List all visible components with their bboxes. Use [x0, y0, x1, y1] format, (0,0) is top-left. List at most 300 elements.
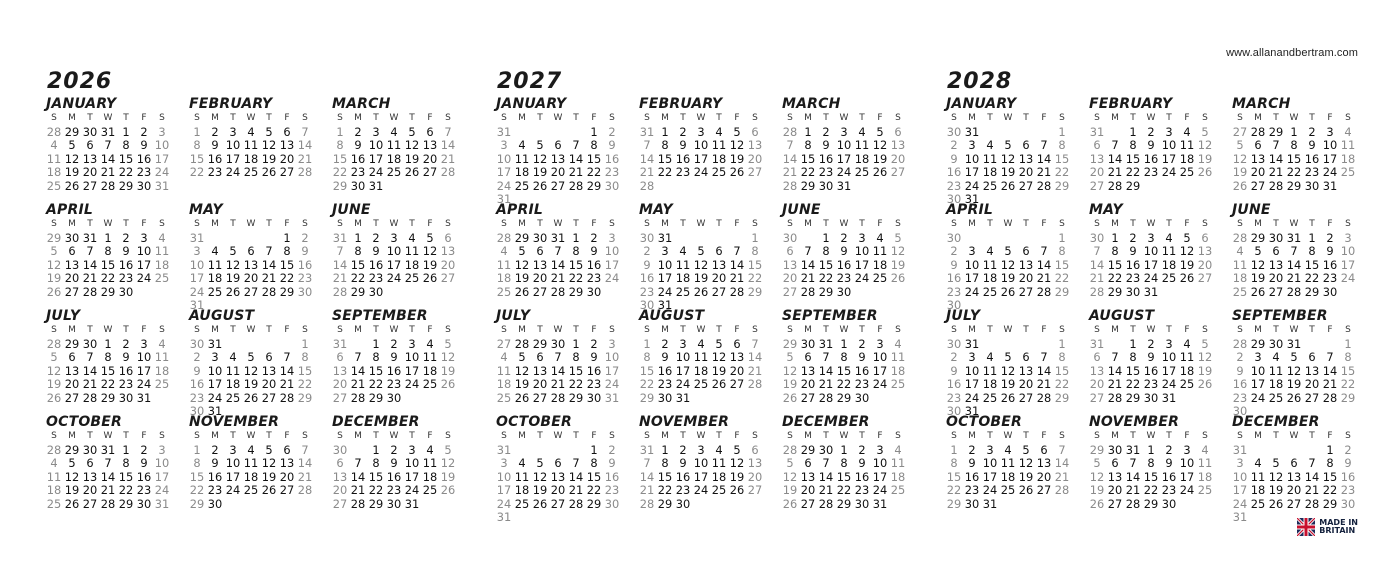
day-cell: 27 — [82, 178, 98, 193]
day-cell: 1 — [572, 337, 580, 351]
month-days-grid — [1231, 219, 1374, 299]
day-cell: 20 — [532, 271, 548, 286]
day-cell: 5 — [229, 244, 237, 259]
day-cell: 28 — [297, 165, 313, 180]
day-cell: 18 — [243, 151, 259, 166]
day-cell: 9 — [590, 350, 598, 365]
day-cell: 19 — [532, 165, 548, 180]
day-cell: 2 — [1326, 231, 1334, 245]
day-cell: 7 — [336, 244, 344, 259]
day-cell: 28 — [639, 496, 655, 511]
month-days-grid — [781, 325, 924, 405]
weekday-header: T — [1309, 113, 1315, 123]
day-cell: 20 — [243, 271, 259, 286]
day-cell: 21 — [297, 151, 313, 166]
weekday-header: S — [51, 219, 57, 229]
day-cell: 12 — [261, 456, 277, 471]
day-cell: 26 — [711, 377, 727, 392]
day-cell: 27 — [1107, 496, 1123, 511]
day-cell: 2 — [140, 443, 148, 457]
day-cell: 31 — [189, 297, 205, 312]
day-cell: 24 — [604, 377, 620, 392]
weekday-header: S — [1202, 113, 1208, 123]
weekday-header: F — [1184, 219, 1190, 229]
day-cell: 26 — [440, 483, 456, 498]
day-cell: 13 — [1018, 257, 1034, 272]
day-cell: 15 — [368, 469, 384, 484]
day-cell: 27 — [1036, 483, 1052, 498]
day-cell: 15 — [189, 469, 205, 484]
day-cell: 28 — [639, 178, 655, 193]
day-cell: 31 — [189, 231, 205, 245]
day-cell: 15 — [568, 363, 584, 378]
day-cell: 28 — [1268, 178, 1284, 193]
weekday-header: W — [389, 325, 399, 335]
day-cell: 4 — [518, 138, 526, 153]
day-cell: 4 — [50, 138, 58, 153]
empty-cell — [1035, 126, 1053, 139]
day-cell: 12 — [1250, 257, 1266, 272]
day-cell: 14 — [1036, 363, 1052, 378]
day-cell: 28 — [800, 284, 816, 299]
day-cell: 18 — [1232, 271, 1248, 286]
day-cell: 11 — [1161, 244, 1177, 259]
day-cell: 16 — [1304, 151, 1320, 166]
day-cell: 14 — [1036, 151, 1052, 166]
day-cell: 20 — [82, 165, 98, 180]
day-cell: 26 — [1179, 271, 1195, 286]
day-cell: 1 — [122, 443, 130, 457]
day-cell: 29 — [639, 390, 655, 405]
day-cell: 22 — [1340, 377, 1356, 392]
day-cell: 15 — [946, 469, 962, 484]
day-cell: 28 — [1286, 284, 1302, 299]
day-cell: 16 — [586, 363, 602, 378]
weekday-header: S — [445, 431, 451, 441]
day-cell: 28 — [1036, 178, 1052, 193]
day-cell: 9 — [679, 138, 687, 153]
day-cell: 3 — [1165, 125, 1173, 139]
weekday-header: S — [159, 219, 165, 229]
day-cell: 28 — [782, 443, 798, 457]
day-cell: 6 — [68, 244, 76, 259]
day-cell: 10 — [1232, 469, 1248, 484]
day-cell: 13 — [711, 257, 727, 272]
day-cell: 3 — [193, 244, 201, 259]
day-cell: 28 — [818, 390, 834, 405]
day-cell: 24 — [225, 165, 241, 180]
day-cell: 2 — [354, 125, 362, 139]
month-name: JANUARY — [496, 96, 567, 112]
month-days-grid — [1088, 113, 1231, 193]
weekday-header: S — [644, 431, 650, 441]
day-cell: 26 — [261, 483, 277, 498]
weekday-header: T — [573, 219, 579, 229]
day-cell: 5 — [536, 456, 544, 471]
day-cell: 23 — [586, 271, 602, 286]
day-cell: 26 — [422, 271, 438, 286]
day-cell: 9 — [372, 244, 380, 259]
day-cell: 17 — [964, 377, 980, 392]
day-cell: 29 — [368, 496, 384, 511]
month-name: DECEMBER — [332, 414, 420, 430]
day-cell: 28 — [496, 231, 512, 245]
day-cell: 21 — [1125, 483, 1141, 498]
day-cell: 7 — [1111, 350, 1119, 365]
day-cell: 27 — [279, 483, 295, 498]
day-cell: 17 — [675, 363, 691, 378]
day-cell: 18 — [711, 469, 727, 484]
day-cell: 17 — [189, 271, 205, 286]
day-cell: 17 — [154, 151, 170, 166]
day-cell: 29 — [514, 231, 530, 245]
day-cell: 3 — [968, 350, 976, 365]
day-cell: 8 — [572, 244, 580, 259]
day-cell: 28 — [440, 165, 456, 180]
weekday-header: T — [680, 219, 686, 229]
day-cell: 5 — [1004, 350, 1012, 365]
day-cell: 29 — [1125, 390, 1141, 405]
day-cell: 30 — [64, 231, 80, 245]
day-cell: 4 — [426, 337, 434, 351]
day-cell: 8 — [1129, 350, 1137, 365]
day-cell: 5 — [894, 231, 902, 245]
day-cell: 4 — [1344, 125, 1352, 139]
day-cell: 19 — [243, 377, 259, 392]
day-cell: 20 — [332, 483, 348, 498]
day-cell: 1 — [661, 125, 669, 139]
day-cell: 17 — [368, 151, 384, 166]
day-cell: 21 — [818, 377, 834, 392]
day-cell: 20 — [747, 151, 763, 166]
day-cell: 8 — [572, 350, 580, 365]
day-cell: 4 — [697, 337, 705, 351]
day-cell: 11 — [1250, 469, 1266, 484]
day-cell: 17 — [982, 469, 998, 484]
day-cell: 7 — [1111, 138, 1119, 153]
day-cell: 8 — [661, 456, 669, 471]
weekday-header: M — [518, 431, 526, 441]
month-days-grid — [1231, 113, 1374, 193]
day-cell: 25 — [1340, 165, 1356, 180]
day-cell: 27 — [1018, 178, 1034, 193]
weekday-header: S — [194, 113, 200, 123]
day-cell: 30 — [586, 284, 602, 299]
day-cell: 10 — [136, 244, 152, 259]
day-cell: 7 — [104, 138, 112, 153]
day-cell: 14 — [1036, 257, 1052, 272]
weekday-header: F — [1041, 325, 1047, 335]
day-cell: 31 — [964, 191, 980, 206]
empty-cell — [531, 444, 549, 457]
day-cell: 11 — [207, 257, 223, 272]
day-cell: 25 — [890, 483, 906, 498]
weekday-header: S — [951, 431, 957, 441]
day-cell: 12 — [225, 257, 241, 272]
day-cell: 11 — [890, 456, 906, 471]
day-cell: 6 — [1111, 456, 1119, 471]
day-cell: 28 — [1036, 284, 1052, 299]
day-cell: 18 — [890, 363, 906, 378]
day-cell: 20 — [782, 271, 798, 286]
weekday-header: T — [87, 431, 93, 441]
day-cell: 21 — [279, 377, 295, 392]
day-cell: 22 — [1322, 483, 1338, 498]
day-cell: 7 — [643, 456, 651, 471]
day-cell: 15 — [747, 257, 763, 272]
day-cell: 13 — [729, 350, 745, 365]
weekday-header: T — [859, 325, 865, 335]
day-cell: 22 — [836, 483, 852, 498]
day-cell: 8 — [804, 138, 812, 153]
month-april — [45, 202, 188, 308]
day-cell: 28 — [550, 390, 566, 405]
day-cell: 25 — [514, 178, 530, 193]
weekday-header: T — [987, 113, 993, 123]
weekday-header: W — [1146, 431, 1156, 441]
day-cell: 29 — [586, 496, 602, 511]
weekday-header: S — [159, 113, 165, 123]
day-cell: 25 — [243, 165, 259, 180]
day-cell: 3 — [968, 138, 976, 153]
day-cell: 24 — [693, 165, 709, 180]
day-cell: 23 — [586, 377, 602, 392]
day-cell: 8 — [590, 456, 598, 471]
day-cell: 27 — [782, 284, 798, 299]
month-march — [781, 96, 924, 202]
day-cell: 26 — [514, 390, 530, 405]
day-cell: 9 — [354, 138, 362, 153]
month-august — [1088, 308, 1231, 414]
day-cell: 9 — [822, 138, 830, 153]
day-cell: 19 — [1232, 165, 1248, 180]
weekday-header: S — [1345, 325, 1351, 335]
day-cell: 7 — [1093, 244, 1101, 259]
month-october — [45, 414, 188, 520]
day-cell: 20 — [1286, 483, 1302, 498]
day-cell: 20 — [1036, 469, 1052, 484]
weekday-header: M — [518, 325, 526, 335]
day-cell: 10 — [964, 151, 980, 166]
day-cell: 19 — [1018, 469, 1034, 484]
weekday-header: T — [716, 431, 722, 441]
day-cell: 29 — [1268, 125, 1284, 139]
day-cell: 14 — [729, 257, 745, 272]
day-cell: 24 — [207, 390, 223, 405]
day-cell: 20 — [1018, 271, 1034, 286]
day-cell: 13 — [532, 257, 548, 272]
day-cell: 12 — [1000, 363, 1016, 378]
day-cell: 26 — [46, 284, 62, 299]
day-cell: 30 — [604, 178, 620, 193]
day-cell: 7 — [444, 125, 452, 139]
day-cell: 14 — [100, 151, 116, 166]
day-cell: 6 — [1290, 456, 1298, 471]
day-cell: 25 — [207, 284, 223, 299]
day-cell: 7 — [822, 456, 830, 471]
day-cell: 6 — [68, 350, 76, 365]
weekday-header: S — [1094, 219, 1100, 229]
day-cell: 6 — [786, 244, 794, 259]
month-june — [331, 202, 474, 308]
weekday-header: T — [1130, 219, 1136, 229]
month-october — [945, 414, 1088, 520]
day-cell: 29 — [836, 390, 852, 405]
day-cell: 20 — [279, 151, 295, 166]
day-cell: 27 — [82, 496, 98, 511]
weekday-header: F — [1184, 431, 1190, 441]
day-cell: 1 — [372, 443, 380, 457]
weekday-header: S — [1059, 325, 1065, 335]
day-cell: 21 — [639, 483, 655, 498]
day-cell: 3 — [1254, 350, 1262, 365]
day-cell: 22 — [568, 271, 584, 286]
day-cell: 1 — [840, 337, 848, 351]
day-cell: 8 — [372, 456, 380, 471]
day-cell: 30 — [854, 496, 870, 511]
day-cell: 22 — [946, 483, 962, 498]
day-cell: 28 — [1250, 125, 1266, 139]
day-cell: 9 — [840, 244, 848, 259]
weekday-header: T — [716, 325, 722, 335]
weekday-header: T — [87, 113, 93, 123]
badge-line-2: BRITAIN — [1319, 526, 1356, 535]
day-cell: 31 — [657, 231, 673, 245]
day-cell: 8 — [1147, 456, 1155, 471]
day-cell: 24 — [496, 178, 512, 193]
day-cell: 29 — [532, 337, 548, 351]
day-cell: 2 — [140, 125, 148, 139]
day-cell: 1 — [643, 337, 651, 351]
day-cell: 17 — [496, 165, 512, 180]
day-cell: 4 — [876, 231, 884, 245]
day-cell: 26 — [1197, 377, 1213, 392]
day-cell: 4 — [247, 443, 255, 457]
day-cell: 6 — [804, 456, 812, 471]
month-days-grid — [638, 219, 781, 312]
month-name: AUGUST — [639, 308, 705, 324]
day-cell: 2 — [858, 443, 866, 457]
day-cell: 28 — [82, 284, 98, 299]
day-cell: 5 — [536, 138, 544, 153]
day-cell: 15 — [118, 151, 134, 166]
day-cell: 5 — [408, 125, 416, 139]
day-cell: 18 — [46, 165, 62, 180]
day-cell: 19 — [404, 151, 420, 166]
day-cell: 30 — [82, 125, 98, 139]
day-cell: 29 — [1143, 496, 1159, 511]
day-cell: 8 — [751, 244, 759, 259]
day-cell: 14 — [297, 138, 313, 153]
day-cell: 31 — [332, 337, 348, 351]
day-cell: 19 — [729, 469, 745, 484]
day-cell: 24 — [404, 483, 420, 498]
weekday-header: S — [1202, 219, 1208, 229]
day-cell: 2 — [608, 443, 616, 457]
day-cell: 16 — [1232, 377, 1248, 392]
weekday-header: M — [68, 325, 76, 335]
day-cell: 7 — [554, 244, 562, 259]
day-cell: 5 — [1272, 456, 1280, 471]
day-cell: 10 — [368, 138, 384, 153]
day-cell: 16 — [1322, 257, 1338, 272]
day-cell: 17 — [872, 363, 888, 378]
day-cell: 15 — [836, 363, 852, 378]
day-cell: 2 — [950, 138, 958, 153]
day-cell: 10 — [1250, 363, 1266, 378]
day-cell: 18 — [496, 271, 512, 286]
day-cell: 24 — [154, 165, 170, 180]
weekday-header: T — [1309, 431, 1315, 441]
day-cell: 30 — [818, 443, 834, 457]
day-cell: 28 — [514, 337, 530, 351]
day-cell: 19 — [514, 377, 530, 392]
day-cell: 12 — [46, 257, 62, 272]
day-cell: 10 — [854, 244, 870, 259]
day-cell: 24 — [1143, 271, 1159, 286]
day-cell: 30 — [836, 284, 852, 299]
weekday-header: T — [1130, 325, 1136, 335]
day-cell: 30 — [189, 403, 205, 418]
weekday-header: T — [1309, 219, 1315, 229]
day-cell: 7 — [804, 244, 812, 259]
day-cell: 18 — [404, 257, 420, 272]
day-cell: 15 — [657, 469, 673, 484]
weekday-header: W — [103, 431, 113, 441]
day-cell: 9 — [1326, 244, 1334, 259]
day-cell: 27 — [1089, 178, 1105, 193]
day-cell: 15 — [1286, 151, 1302, 166]
day-cell: 22 — [586, 483, 602, 498]
weekday-header: W — [103, 325, 113, 335]
day-cell: 14 — [82, 363, 98, 378]
day-cell: 13 — [279, 138, 295, 153]
day-cell: 22 — [1054, 377, 1070, 392]
day-cell: 11 — [514, 151, 530, 166]
weekday-header: T — [1309, 325, 1315, 335]
day-cell: 4 — [894, 337, 902, 351]
day-cell: 14 — [550, 363, 566, 378]
weekday-header: W — [1146, 113, 1156, 123]
day-cell: 19 — [1089, 483, 1105, 498]
day-cell: 21 — [1304, 483, 1320, 498]
badge-line-1: MADE IN — [1319, 517, 1358, 527]
day-cell: 24 — [386, 271, 402, 286]
day-cell: 6 — [1022, 138, 1030, 153]
day-cell: 9 — [1147, 350, 1155, 365]
day-cell: 1 — [283, 231, 291, 245]
day-cell: 17 — [154, 469, 170, 484]
day-cell: 7 — [1058, 443, 1066, 457]
weekday-header: F — [284, 431, 290, 441]
day-cell: 25 — [1179, 377, 1195, 392]
day-cell: 19 — [711, 363, 727, 378]
weekday-header: M — [1254, 431, 1262, 441]
day-cell: 23 — [1161, 483, 1177, 498]
day-cell: 22 — [332, 165, 348, 180]
empty-cell — [224, 232, 242, 245]
day-cell: 8 — [301, 350, 309, 365]
day-cell: 22 — [118, 483, 134, 498]
day-cell: 8 — [590, 138, 598, 153]
weekday-header: S — [302, 325, 308, 335]
day-cell: 31 — [1286, 231, 1302, 245]
day-cell: 30 — [964, 496, 980, 511]
empty-cell — [999, 126, 1017, 139]
day-cell: 13 — [800, 363, 816, 378]
day-cell: 13 — [82, 469, 98, 484]
empty-cell — [981, 126, 999, 139]
